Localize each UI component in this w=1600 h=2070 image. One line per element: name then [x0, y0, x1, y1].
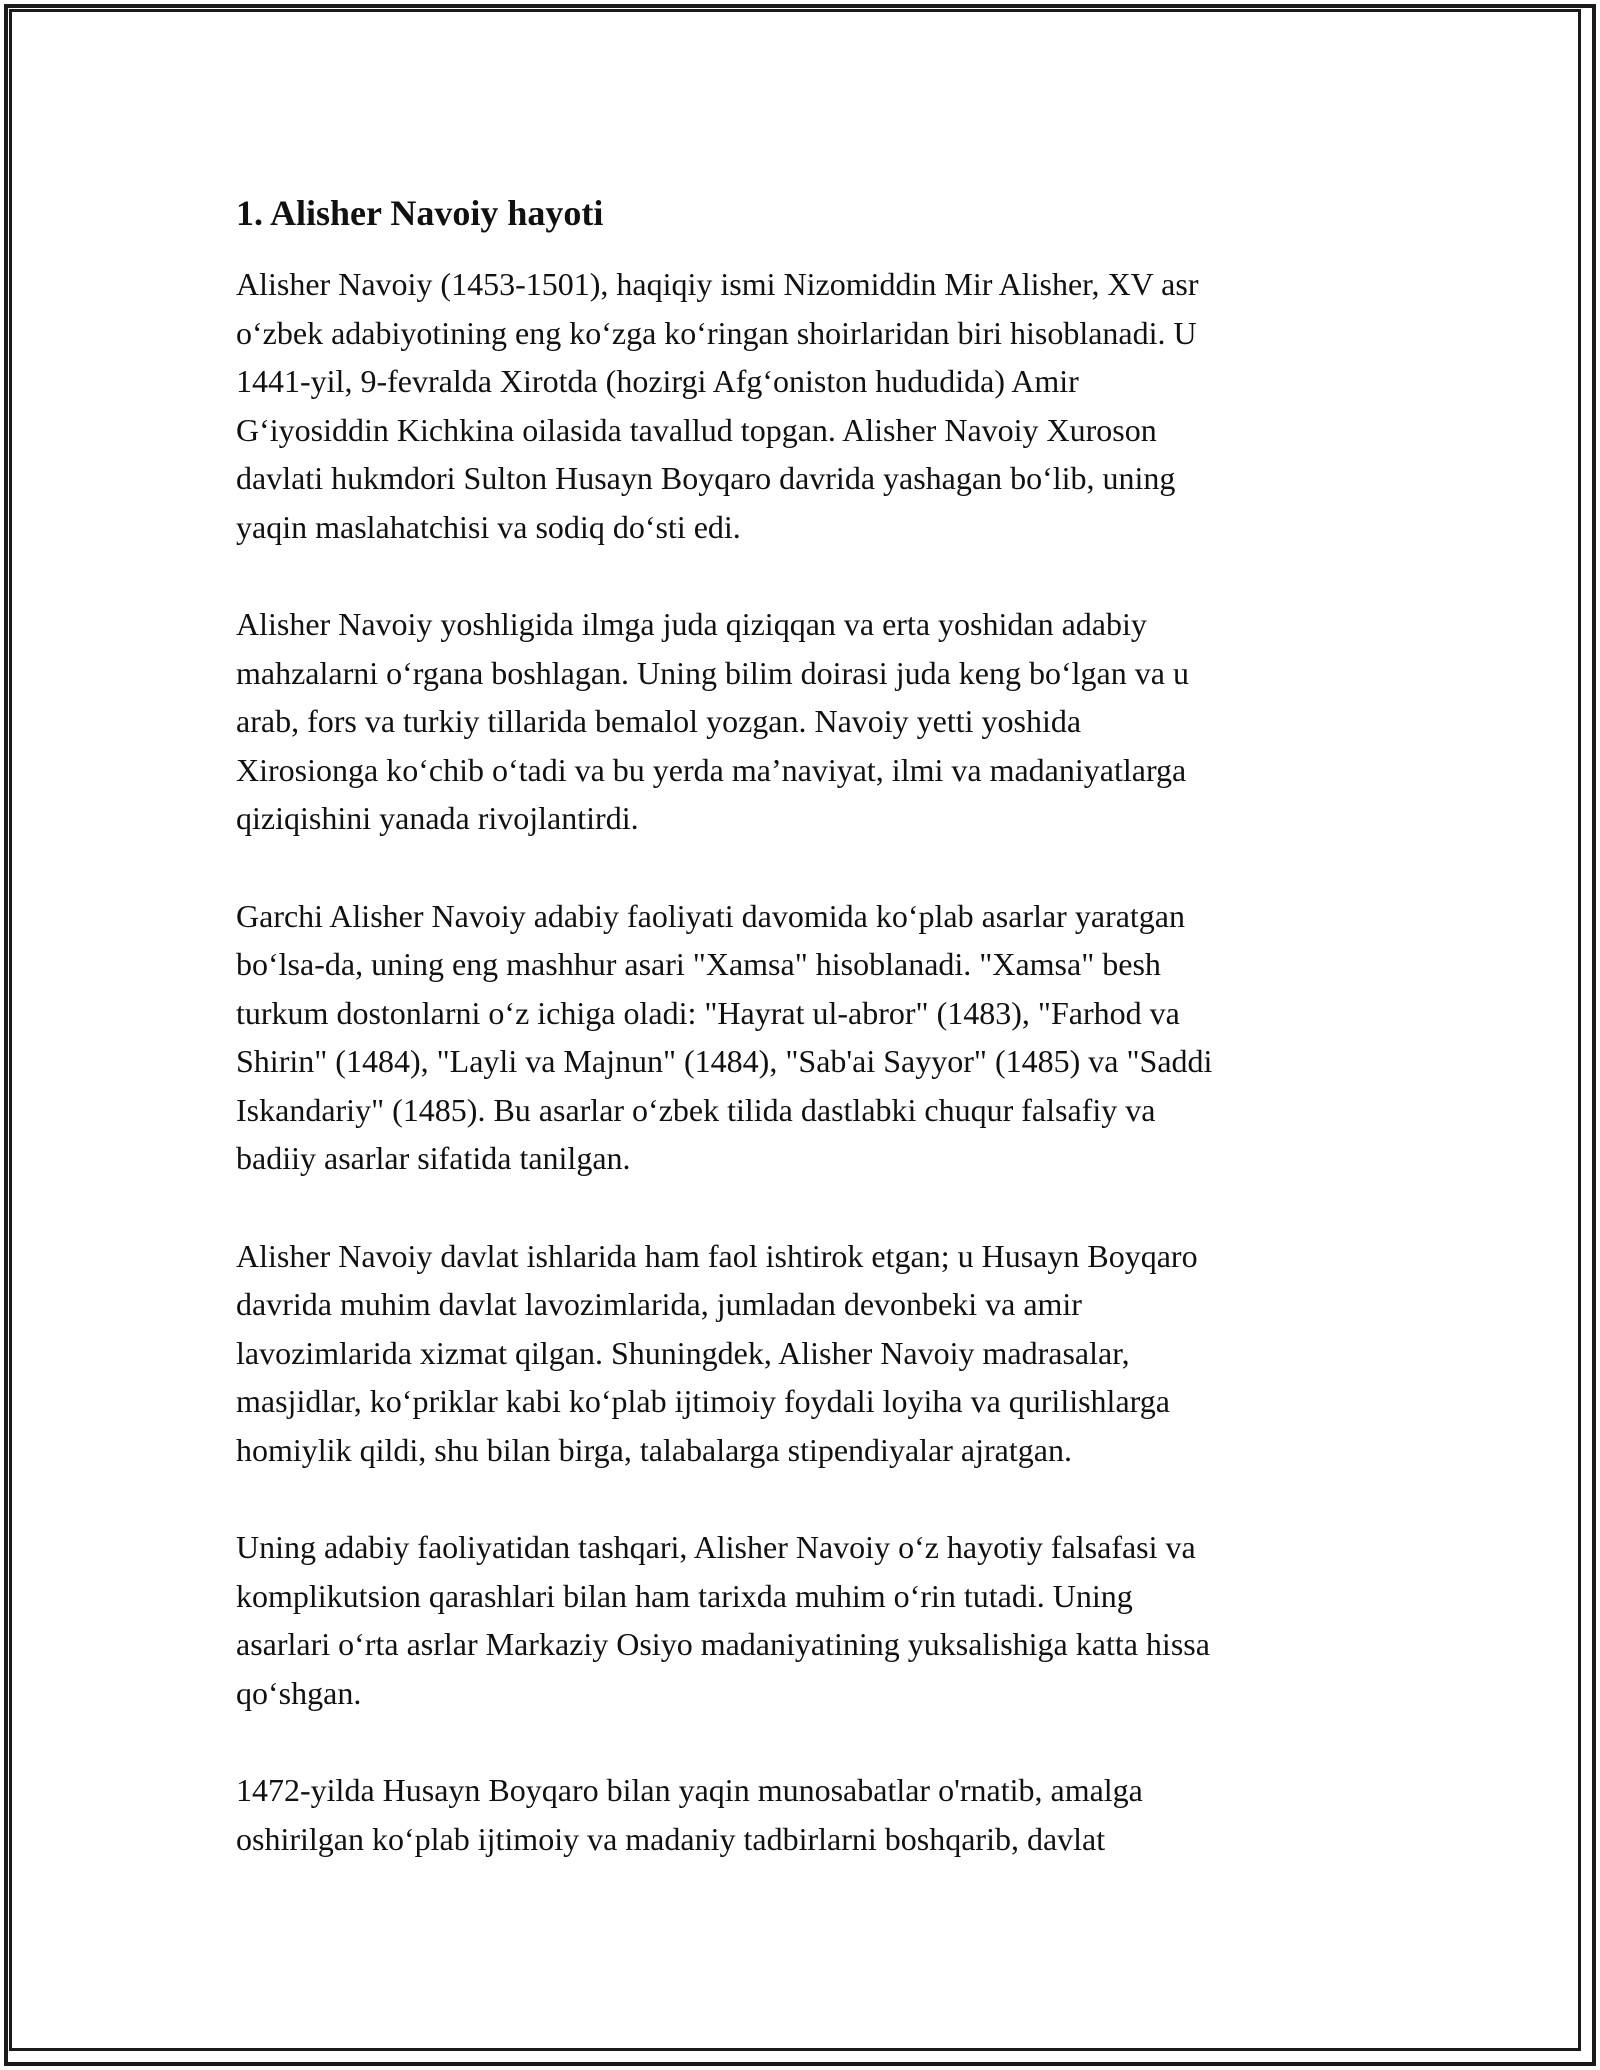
paragraph-4: Alisher Navoiy davlat ishlarida ham faol ishtirok etgan; u Husayn Boyqaro davrida muhim davlat lavozimlarida, jumladan devonbeki va amir lavozimlarida xizmat qilgan. Shuningdek, Alisher Navoiy madrasalar, masjidlar, ko‘priklar kabi ko‘plab ijtimoiy foydali loyiha va qurilishlarga homiylik qildi, shu bilan birga, talabalarga stipendiyalar ajratgan. — [236, 1237, 1198, 1468]
section-heading: 1. Alisher Navoiy hayoti — [236, 193, 604, 233]
paragraph-6: 1472-yilda Husayn Boyqaro bilan yaqin munosabatlar o'rnatib, amalga oshirilgan ko‘plab ijtimoiy va madaniy tadbirlarni boshqarib, davlat — [236, 1772, 1143, 1857]
paragraph-2: Alisher Navoiy yoshligida ilmga juda qiziqqan va erta yoshidan adabiy mahzalarni o‘rgana boshlagan. Uning bilim doirasi juda keng bo‘lgan va u arab, fors va turkiy tillarida bemalol yozgan. Navoiy yetti yoshida Xirosionga ko‘chib o‘tadi va bu yerda ma’naviyat, ilmi va madaniyatlarga qiziqishini yanada rivojlantirdi. — [236, 606, 1189, 836]
paragraph-1: Alisher Navoiy (1453-1501), haqiqiy ismi Nizomiddin Mir Alisher, XV asr o‘zbek adabiyotining eng ko‘zga ko‘ringan shoirlaridan biri hisoblanadi. U 1441-yil, 9-fevralda Xirotda (hozirgi Afg‘oniston hududida) Amir G‘iyosiddin Kichkina oilasida tavallud topgan. Alisher Navoiy Xuroson davlati hukmdori Sulton Husayn Boyqaro davrida yashagan bo‘lib, uning yaqin maslahatchisi va sodiq do‘sti edi. — [236, 266, 1199, 545]
paragraph-5: Uning adabiy faoliyatidan tashqari, Alisher Navoiy o‘z hayotiy falsafasi va komplikutsion qarashlari bilan ham tarixda muhim o‘rin tutadi. Uning asarlari o‘rta asrlar Markaziy Osiyo madaniyatining yuksalishiga katta hissa qo‘shgan. — [236, 1529, 1210, 1711]
document-body — [236, 188, 1366, 1912]
paragraph-3: Garchi Alisher Navoiy adabiy faoliyati davomida ko‘plab asarlar yaratgan bo‘lsa-da, uning eng mashhur asari "Xamsa" hisoblanadi. "Xamsa" besh turkum dostonlarni o‘z ichiga oladi: "Hayrat ul-abror" (1483), "Farhod va Shirin" (1484), "Layli va Majnun" (1484), "Sab'ai Sayyor" (1485) va "Saddi Iskandariy" (1485). Bu asarlar o‘zbek tilida dastlabki chuqur falsafiy va badiiy asarlar sifatida tanilgan. — [236, 897, 1213, 1176]
